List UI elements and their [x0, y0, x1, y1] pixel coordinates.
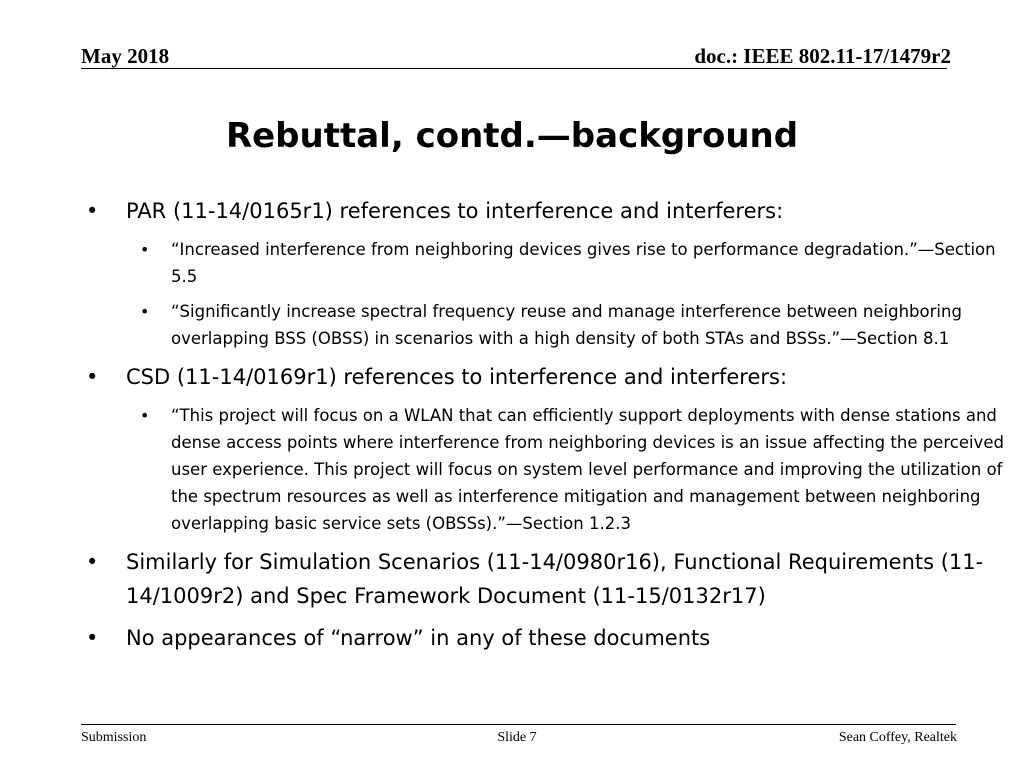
- slide-body: [86, 194, 1021, 663]
- bullet-icon: •: [86, 550, 99, 574]
- footer-divider: [81, 724, 956, 725]
- bullet-no-narrow: [86, 621, 1021, 655]
- bullet-text: Similarly for Simulation Scenarios (11-14/0980r16), Functional Requirements (11-14/1009r2) and Spec Framework Document (11-15/0132r17): [126, 550, 984, 608]
- bullet-text: CSD (11-14/0169r1) references to interference and interferers:: [126, 365, 788, 389]
- header-doc-id: doc.: IEEE 802.11-17/1479r2: [694, 44, 951, 68]
- slide-title: Rebuttal, contd.—background: [225, 116, 799, 156]
- bullet-text: PAR (11-14/0165r1) references to interference and interferers:: [126, 199, 784, 223]
- sub-bullet-par-1: [86, 236, 1021, 290]
- header-divider: [81, 68, 947, 69]
- sub-bullet-text: “This project will focus on a WLAN that can efficiently support deployments with dense stations and dense access points where interference from neighboring devices is an issue affecting the perceived user experience. This project will focus on system level performance and improving the utilization of the spectrum resources as well as interference mitigation and management between neighboring overlapping basic service sets (OBSSs).”—Section 1.2.3: [171, 406, 1004, 533]
- bullet-text: No appearances of “narrow” in any of these documents: [126, 626, 711, 650]
- bullet-icon: •: [140, 240, 150, 259]
- bullet-csd: [86, 360, 1021, 394]
- footer-submission: Submission: [81, 730, 147, 745]
- sub-bullet-csd-1: [86, 402, 1021, 537]
- bullet-icon: •: [86, 365, 99, 389]
- footer-slide-number: Slide 7: [497, 730, 537, 745]
- bullet-icon: •: [140, 302, 150, 321]
- bullet-par: [86, 194, 1021, 228]
- header-date: May 2018: [81, 44, 170, 68]
- sub-bullet-text: “Increased interference from neighboring devices gives rise to performance degradation.”—Section 5.5: [171, 240, 996, 286]
- bullet-icon: •: [86, 626, 99, 650]
- bullet-icon: •: [86, 199, 99, 223]
- sub-bullet-text: “Significantly increase spectral frequency reuse and manage interference between neighboring overlapping BSS (OBSS) in scenarios with a high density of both STAs and BSSs.”—Section 8.1: [171, 302, 962, 348]
- bullet-icon: •: [140, 406, 150, 425]
- sub-bullet-par-2: [86, 298, 1021, 352]
- footer-author: Sean Coffey, Realtek: [838, 730, 957, 745]
- bullet-similarly: [86, 545, 1021, 613]
